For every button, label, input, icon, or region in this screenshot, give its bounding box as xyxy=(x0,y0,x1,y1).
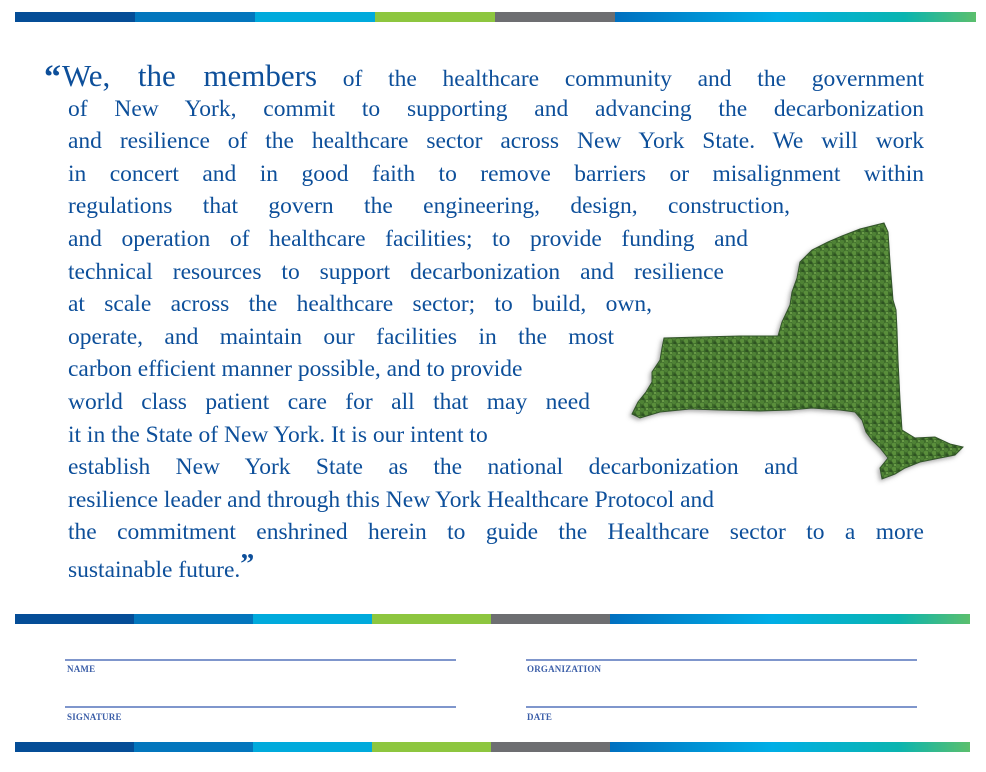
stripe-segment-blue xyxy=(134,742,253,752)
pledge-line: establish New York State as the national decarbonization and xyxy=(68,454,798,481)
pledge-line: of New York, commit to supporting and advancing the decarbonization xyxy=(68,95,924,122)
stripe-segment-gray xyxy=(495,12,615,22)
pledge-line: carbon efficient manner possible, and to provide xyxy=(68,356,523,383)
name-field-line[interactable] xyxy=(65,659,456,661)
stripe-segment-cyan xyxy=(253,614,372,624)
close-quote-mark: ” xyxy=(240,548,253,580)
top-color-stripe xyxy=(15,12,976,22)
stripe-segment-gray xyxy=(491,742,610,752)
stripe-segment-gradient xyxy=(610,742,970,752)
organization-field-line[interactable] xyxy=(526,659,917,661)
middle-color-stripe xyxy=(15,614,970,624)
signature-label: SIGNATURE xyxy=(67,712,122,722)
stripe-segment-cyan xyxy=(253,742,372,752)
open-quote-mark: “ xyxy=(44,59,58,96)
signature-field-line[interactable] xyxy=(65,706,456,708)
name-label: NAME xyxy=(67,664,96,674)
pledge-line: in concert and in good faith to remove barriers or misalignment within xyxy=(68,160,924,187)
date-field-line[interactable] xyxy=(526,706,917,708)
pledge-line: it in the State of New York. It is our intent to xyxy=(68,421,488,448)
pledge-line: resilience leader and through this New York Healthcare Protocol and xyxy=(68,486,715,513)
stripe-segment-gray xyxy=(491,614,610,624)
stripe-segment-blue xyxy=(135,12,255,22)
pledge-lead: We, the members xyxy=(62,58,318,93)
pledge-line: world class patient care for all that may need xyxy=(68,388,590,415)
stripe-segment-blue xyxy=(134,614,253,624)
bottom-color-stripe xyxy=(15,742,970,752)
pledge-line: at scale across the healthcare sector; to build, own, xyxy=(68,291,652,318)
stripe-segment-green xyxy=(375,12,495,22)
pledge-line: and operation of healthcare facilities; to provide funding and xyxy=(68,225,748,252)
stripe-segment-gradient xyxy=(615,12,976,22)
stripe-segment-green xyxy=(372,614,491,624)
date-label: DATE xyxy=(527,712,553,722)
pledge-line: operate, and maintain our facilities in the most xyxy=(68,323,614,350)
pledge-line: and resilience of the healthcare sector across New York State. We will work xyxy=(68,128,924,155)
pledge-line-1: “ We, the members of the healthcare community and the government xyxy=(44,58,924,96)
stripe-segment-navy xyxy=(15,614,134,624)
stripe-segment-cyan xyxy=(255,12,375,22)
stripe-segment-navy xyxy=(15,12,135,22)
pledge-line: regulations that govern the engineering, design, construction, xyxy=(68,193,790,220)
new-york-state-map-icon xyxy=(620,215,980,490)
organization-label: ORGANIZATION xyxy=(527,664,602,674)
stripe-segment-gradient xyxy=(610,614,970,624)
stripe-segment-navy xyxy=(15,742,134,752)
pledge-line: the commitment enshrined herein to guide the Healthcare sector to a more xyxy=(68,519,924,546)
pledge-line-last: sustainable future.” xyxy=(68,548,253,583)
pledge-line: technical resources to support decarbonization and resilience xyxy=(68,258,724,285)
stripe-segment-green xyxy=(372,742,491,752)
